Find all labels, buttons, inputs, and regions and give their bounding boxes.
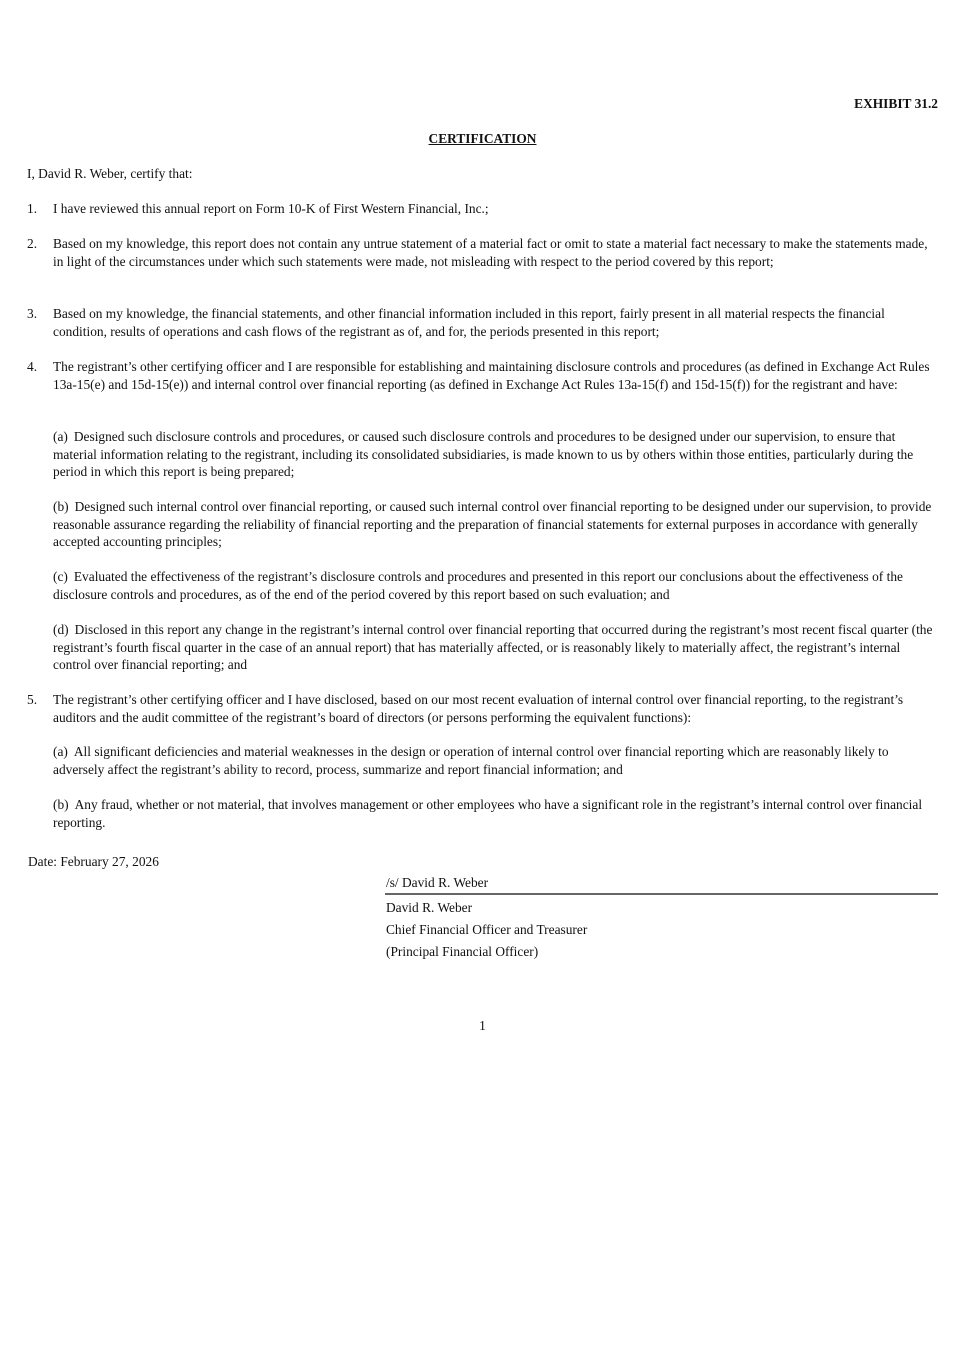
sub-item-4b (53, 498, 938, 551)
item-number: 5. (27, 692, 38, 707)
exhibit-label: EXHIBIT 31.2 (854, 96, 938, 111)
sub-item-label: (a) (53, 429, 68, 444)
sub-item-4d (53, 621, 938, 674)
item-text: Based on my knowledge, this report does not contain any untrue statement of a material fact or omit to state a material fact necessary to make the statements made, in light of the circumstances under which such statements were made, not misleading with respect to the period covered by this report; (53, 236, 928, 269)
item-number: 1. (27, 201, 38, 216)
sub-item-label: (b) (53, 499, 69, 514)
sub-item-text: Designed such disclosure controls and procedures, or caused such disclosure controls and procedures to be designed under our supervision, to ensure that material information relating to the registrant, including its consolidated subsidiaries, is made known to us by others within those entities, particularly during the period in which this report is being prepared; (53, 429, 914, 479)
item-text: The registrant’s other certifying officer and I are responsible for establishing and maintaining disclosure controls and procedures (as defined in Exchange Act Rules 13a-15(e) and 15d-15(e)) and internal control over financial reporting (as defined in Exchange Act Rules 13a-15(f) and 15d-15(f)) for the registrant and have: (53, 359, 930, 392)
certification-item-4 (27, 358, 938, 393)
item-text: The registrant’s other certifying officer and I have disclosed, based on our most recent evaluation of internal control over financial reporting, to the registrant’s auditors and the audit committee of the registrant’s board of directors (or persons performing the equivalent functions): (53, 692, 904, 725)
sub-item-label: (d) (53, 622, 69, 637)
sub-item-5a (53, 743, 938, 778)
signer-role: (Principal Financial Officer) (386, 944, 539, 959)
certification-item-2 (27, 235, 938, 270)
sub-item-text: Any fraud, whether or not material, that involves management or other employees who have a significant role in the registrant’s internal control over financial reporting. (53, 797, 923, 830)
sub-item-5b (53, 796, 938, 831)
item-text: Based on my knowledge, the financial statements, and other financial information included in this report, fairly present in all material respects the financial condition, results of operations and cash flows of the registrant as of, and for, the periods presented in this report; (53, 306, 885, 339)
intro-statement: I, David R. Weber, certify that: (27, 166, 193, 181)
document-title: CERTIFICATION (428, 131, 537, 146)
signer-name: David R. Weber (386, 900, 473, 915)
page-number: 1 (479, 1018, 486, 1033)
sub-item-text: Disclosed in this report any change in the registrant’s internal control over financial reporting that occurred during the registrant’s most recent fiscal quarter (the registrant’s fourth fiscal quarter in the case of an annual report) that has materially affected, or is reasonably likely to materially affect, the registrant’s internal control over financial reporting; and (53, 622, 933, 672)
sub-item-label: (c) (53, 569, 68, 584)
sub-item-label: (b) (53, 797, 69, 812)
item-text: I have reviewed this annual report on Form 10-K of First Western Financial, Inc.; (53, 201, 489, 216)
sub-item-label: (a) (53, 744, 68, 759)
signature-date: Date: February 27, 2026 (28, 854, 159, 869)
item-number: 3. (27, 306, 38, 321)
sub-item-text: All significant deficiencies and material weaknesses in the design or operation of internal control over financial reporting which are reasonably likely to adversely affect the registrant’s ability to record, process, summarize and report financial information; and (53, 744, 889, 777)
item-number: 2. (27, 236, 38, 251)
signature-block (385, 874, 938, 961)
certification-item-5 (27, 691, 938, 726)
sub-item-4a (53, 428, 938, 481)
signature-line: /s/ David R. Weber (385, 874, 938, 895)
item-number: 4. (27, 359, 38, 374)
signer-title: Chief Financial Officer and Treasurer (386, 922, 588, 937)
certification-item-1 (27, 200, 938, 218)
sub-item-4c (53, 568, 938, 603)
certification-item-3 (27, 305, 938, 340)
sub-item-text: Evaluated the effectiveness of the registrant’s disclosure controls and procedures and presented in this report our conclusions about the effectiveness of the disclosure controls and procedures, as of the end of the period covered by this report based on such evaluation; and (53, 569, 903, 602)
sub-item-text: Designed such internal control over financial reporting, or caused such internal control over financial reporting to be designed under our supervision, to provide reasonable assurance regarding the reliability of financial reporting and the preparation of financial statements for external purposes in accordance with generally accepted accounting principles; (53, 499, 932, 549)
